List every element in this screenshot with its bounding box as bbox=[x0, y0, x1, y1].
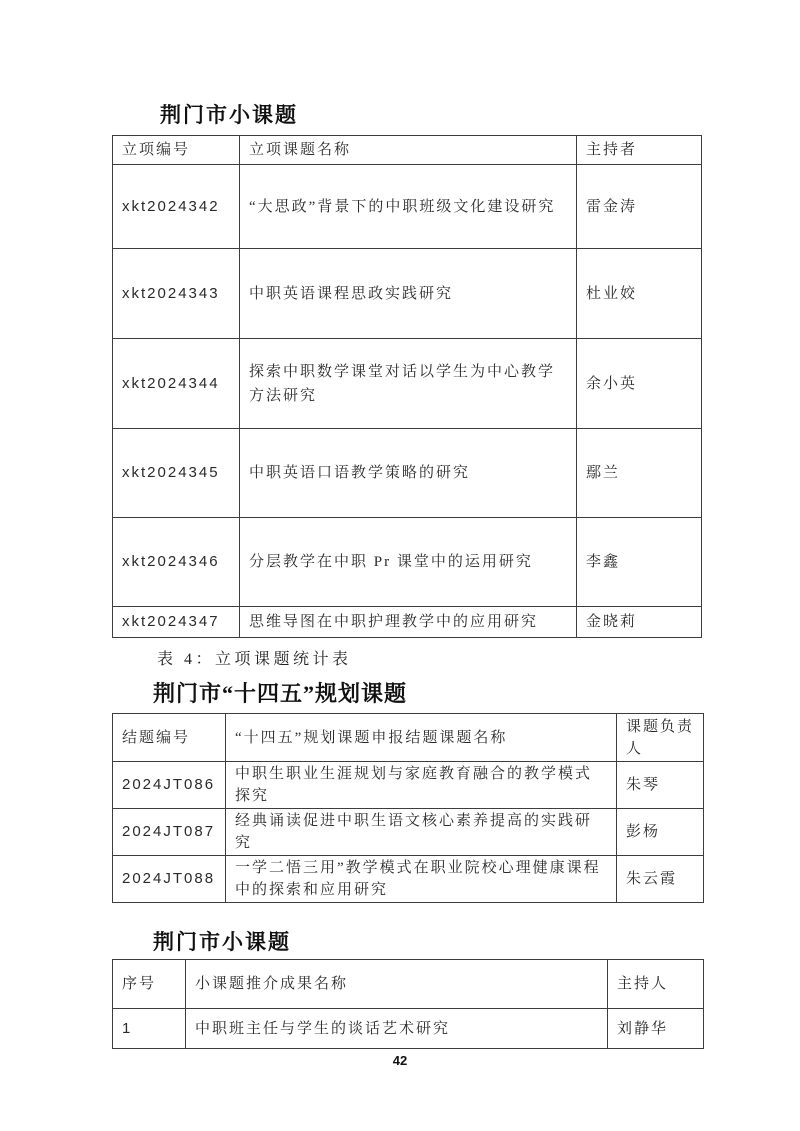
project-name-cell: 探索中职数学课堂对话以学生为中心教学方法研究 bbox=[240, 339, 577, 429]
table-4-caption: 表 4：立项课题统计表 bbox=[157, 651, 352, 668]
section-3-title: 荆门市小课题 bbox=[153, 930, 291, 954]
table-row bbox=[113, 856, 704, 903]
table-row bbox=[113, 429, 702, 518]
project-id-cell: xkt2024345 bbox=[113, 429, 240, 518]
column-header-host: 主持者 bbox=[577, 136, 702, 165]
project-name-cell: 分层教学在中职 Pr 课堂中的运用研究 bbox=[240, 518, 577, 607]
table-row bbox=[113, 1009, 704, 1049]
conclusion-id-cell: 2024JT088 bbox=[113, 856, 226, 903]
section-1-title: 荆门市小课题 bbox=[160, 103, 298, 127]
project-id-cell: xkt2024343 bbox=[113, 249, 240, 339]
small-topics-results-table bbox=[112, 959, 704, 1049]
topic-name-cell: 一学二悟三用”教学模式在职业院校心理健康课程中的探索和应用研究 bbox=[226, 856, 617, 903]
conclusion-id-cell: 2024JT087 bbox=[113, 809, 226, 856]
project-id-cell: xkt2024346 bbox=[113, 518, 240, 607]
project-name-cell: 中职英语口语教学策略的研究 bbox=[240, 429, 577, 518]
column-header-project-id: 立项编号 bbox=[113, 136, 240, 165]
column-header-serial-number: 序号 bbox=[113, 960, 186, 1009]
host-cell: 余小英 bbox=[577, 339, 702, 429]
table-row bbox=[113, 339, 702, 429]
column-header-project-name: 立项课题名称 bbox=[240, 136, 577, 165]
serial-number-cell: 1 bbox=[113, 1009, 186, 1049]
leader-cell: 朱云霞 bbox=[617, 856, 704, 903]
page-number: 42 bbox=[392, 1053, 408, 1068]
column-header-host: 主持人 bbox=[608, 960, 704, 1009]
conclusion-id-cell: 2024JT086 bbox=[113, 762, 226, 809]
column-header-result-name: 小课题推介成果名称 bbox=[186, 960, 608, 1009]
project-name-cell: “大思政”背景下的中职班级文化建设研究 bbox=[240, 165, 577, 249]
host-cell: 杜业姣 bbox=[577, 249, 702, 339]
column-header-topic-name: “十四五”规划课题申报结题课题名称 bbox=[226, 714, 617, 762]
section-2-title: 荆门市“十四五”规划课题 bbox=[153, 681, 408, 706]
leader-cell: 彭杨 bbox=[617, 809, 704, 856]
column-header-conclusion-id: 结题编号 bbox=[113, 714, 226, 762]
host-cell: 雷金涛 bbox=[577, 165, 702, 249]
five-year-plan-topics-table bbox=[112, 713, 704, 903]
table-header-row bbox=[113, 136, 702, 165]
small-topics-approval-table bbox=[112, 135, 702, 638]
host-cell: 刘静华 bbox=[608, 1009, 704, 1049]
project-id-cell: xkt2024347 bbox=[113, 607, 240, 638]
table-row bbox=[113, 165, 702, 249]
project-id-cell: xkt2024342 bbox=[113, 165, 240, 249]
project-name-cell: 思维导图在中职护理教学中的应用研究 bbox=[240, 607, 577, 638]
host-cell: 李鑫 bbox=[577, 518, 702, 607]
project-name-cell: 中职英语课程思政实践研究 bbox=[240, 249, 577, 339]
topic-name-cell: 经典诵读促进中职生语文核心素养提高的实践研究 bbox=[226, 809, 617, 856]
table-header-row bbox=[113, 714, 704, 762]
topic-name-cell: 中职生职业生涯规划与家庭教育融合的教学模式探究 bbox=[226, 762, 617, 809]
table-row bbox=[113, 762, 704, 809]
table-header-row bbox=[113, 960, 704, 1009]
table-row bbox=[113, 809, 704, 856]
project-id-cell: xkt2024344 bbox=[113, 339, 240, 429]
table-row bbox=[113, 518, 702, 607]
table-row bbox=[113, 249, 702, 339]
host-cell: 鄢兰 bbox=[577, 429, 702, 518]
host-cell: 金晓莉 bbox=[577, 607, 702, 638]
result-name-cell: 中职班主任与学生的谈话艺术研究 bbox=[186, 1009, 608, 1049]
column-header-leader: 课题负责人 bbox=[617, 714, 704, 762]
table-row bbox=[113, 607, 702, 638]
leader-cell: 朱琴 bbox=[617, 762, 704, 809]
